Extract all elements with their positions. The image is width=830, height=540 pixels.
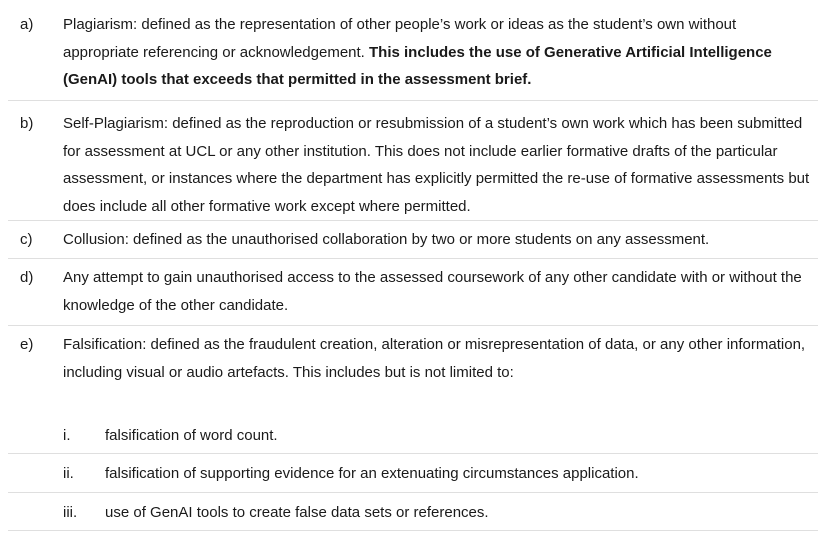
- item-text: Any attempt to gain unauthorised access to the assessed coursework of any other candidate with or without the knowledge of the other candidate.: [63, 269, 802, 314]
- sub-item-text: use of GenAI tools to create false data sets or references.: [105, 504, 489, 521]
- sub-item-iii: [8, 493, 818, 531]
- list-item-a: [8, 2, 818, 101]
- item-text: Collusion: defined as the unauthorised collaboration by two or more students on any assessment.: [63, 231, 710, 248]
- list-item-d: [8, 259, 818, 326]
- item-label: a): [20, 16, 34, 33]
- sub-item-text: falsification of word count.: [105, 427, 278, 444]
- item-label: b): [20, 115, 34, 132]
- list-item-c: [8, 221, 818, 259]
- sub-item-label: ii.: [63, 465, 74, 482]
- sub-item-text: falsification of supporting evidence for an extenuating circumstances application.: [105, 465, 639, 482]
- item-label: c): [20, 231, 33, 248]
- item-text-plain: Plagiarism: defined as the representation of other people’s work or ideas as the student’s own without appropriate referencing or acknowledgement.: [63, 16, 737, 61]
- sub-item-label: iii.: [63, 504, 78, 521]
- item-text: [63, 11, 811, 94]
- item-label: d): [20, 269, 34, 286]
- list-item-b: [8, 101, 818, 221]
- item-text: Self-Plagiarism: defined as the reproduction or resubmission of a student’s own work which has been submitted for assessment at UCL or any other institution. This does not include earlier formative drafts of the particular assessment, or instances where the department has explicitly permitted the re-use of formative assessments but does include all other formative work except where permitted.: [63, 115, 810, 215]
- item-text: Falsification: defined as the fraudulent creation, alteration or misrepresentation of data, or any other information, including visual or audio artefacts. This includes but is not limited to:: [63, 336, 806, 381]
- item-label: e): [20, 336, 34, 353]
- sub-item-ii: [8, 454, 818, 493]
- sub-item-label: i.: [63, 427, 71, 444]
- sub-item-i: [8, 416, 818, 454]
- item-text-bold: This includes the use of Generative Artificial Intelligence (GenAI) tools that exceeds that permitted in the assessment brief: [63, 43, 772, 88]
- list-item-e: [8, 326, 818, 391]
- item-text-tail: .: [527, 71, 532, 88]
